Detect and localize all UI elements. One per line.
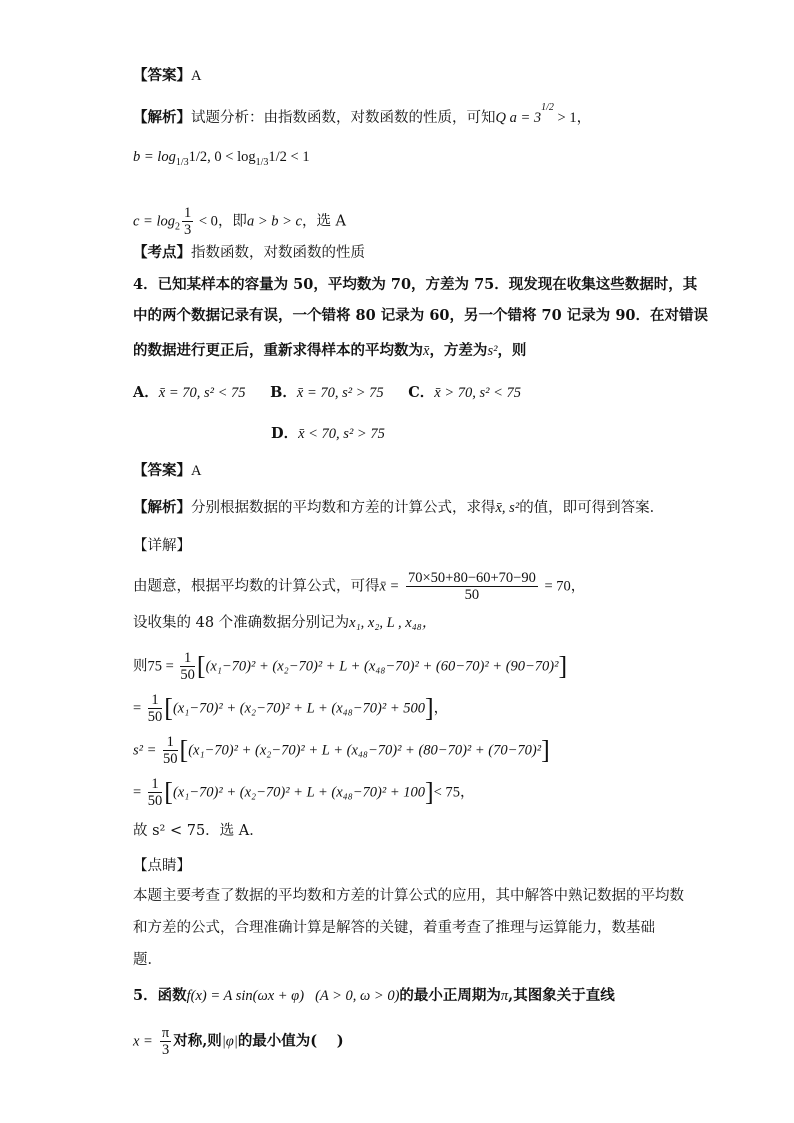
answer-tag: 【答案】 (133, 67, 191, 84)
analysis-text: 试题分析：由指数函数，对数函数的性质，可知 (191, 109, 496, 126)
q3-analysis-line (133, 103, 591, 129)
expr-b-base: 1/3 (175, 156, 189, 168)
expr-c-base: 2 (175, 221, 180, 233)
expr-a: Q a = 3 (495, 109, 542, 126)
expr-b-mid: , 0 < log (207, 149, 256, 165)
comment-line-3: 题． (133, 952, 162, 968)
option-a: x̄ = 70, s² < 75 (158, 385, 246, 401)
expr-a-exponent: 1/2 (541, 102, 554, 113)
option-a-label: A． (133, 384, 159, 401)
option-c: x̄ > 70, s² < 75 (434, 385, 522, 401)
q4-stem-1: 4．已知某样本的容量为 50，平均数为 70，方差为 75．现发现在收集这些数据时，其 (133, 276, 698, 293)
answer-value: A (191, 68, 202, 84)
q4-detail-set: 设收集的 48 个准确数据分别记为x₁, x₂, L , x₄₈， (133, 615, 437, 631)
q4-detail-mean: 由题意，根据平均数的计算公式，可得x̄ = $\frac{70\times 50+80-60+70-90}{50}$ = 70， (133, 570, 586, 603)
q4-conclusion: 故 s² < 75．选 A． (133, 823, 264, 839)
expr-c-frac: $\frac{1}{3}$ (184, 205, 192, 238)
q5-stem-2: x = $\frac{\pi}{3}$ 对称,则|φ|的最小值为( ) (133, 1025, 344, 1058)
q4-detail-eq2: = $\frac{1}{50}$ [(x₁−70)² + (x₂−70)² + L + (x₄₈−70)² + 500]， (133, 692, 449, 725)
option-d: x̄ < 70, s² > 75 (298, 426, 385, 442)
q3-expr-b (133, 146, 310, 174)
answer-value: A (191, 463, 202, 479)
comment-line-1: 本题主要考查了数据的平均数和方差的计算公式的应用，其中解答中熟记数据的平均数 (133, 888, 684, 904)
analysis-tag: 【解析】 (133, 108, 191, 126)
comment-tag: 【点睛】 (133, 858, 191, 874)
q4-analysis-line: 【解析】分别根据数据的平均数和方差的计算公式，求得x̄, s²的值，即可得到答案． (133, 499, 665, 516)
option-b-label: B． (270, 384, 297, 401)
comment-line-2: 和方差的公式，合理准确计算是解答的关键，着重考查了推理与运算能力，数基础 (133, 920, 655, 936)
q5-stem-1: 5．函数f(x) = A sin(ωx + φ) (A > 0, ω > 0)的最小正周期为π,其图象关于直线 (133, 987, 615, 1004)
expr-c-lhs: c = log (133, 213, 175, 230)
point-text: 指数函数，对数函数的性质 (191, 245, 365, 261)
q3-answer-line (133, 65, 201, 87)
answer-tag: 【答案】 (133, 462, 191, 479)
q4-detail-eq4: = $\frac{1}{50}$ [(x₁−70)² + (x₂−70)² + L + (x₄₈−70)² + 100]< 75， (133, 776, 475, 809)
expr-c-order: a > b > c (246, 213, 302, 230)
expr-b-base-2: 1/3 (255, 156, 269, 168)
expr-c-text: ，即 (217, 213, 247, 230)
q4-stem-2: 中的两个数据记录有误，一个错将 80 记录为 60，另一个错将 70 记录为 90．在对错误 (133, 307, 708, 324)
expr-b-arg-2: 1/2 (268, 149, 287, 165)
detail-tag: 【详解】 (133, 538, 191, 554)
q3-point-line (133, 242, 365, 264)
option-d-label: D． (271, 425, 299, 442)
expr-c-tail: < 0 (195, 213, 218, 230)
expr-b-tail: < 1 (286, 149, 310, 165)
expr-b-lhs: b = log (133, 149, 176, 165)
option-b: x̄ = 70, s² > 75 (296, 385, 384, 401)
q4-options-abc (133, 382, 521, 404)
expr-b-arg: 1/2 (188, 149, 208, 165)
q4-stem-3: 的数据进行更正后，重新求得样本的平均数为x̄，方差为s²，则 (133, 342, 527, 359)
option-c-label: C． (408, 384, 435, 401)
point-tag: 【考点】 (133, 244, 191, 261)
mean-fraction: $\frac{70\times 50+80-60+70-90}{50}$ (407, 570, 536, 603)
q4-option-d (271, 423, 385, 445)
analysis-tag: 【解析】 (133, 499, 191, 516)
expr-c-end: ，选 A (301, 213, 347, 230)
q4-detail-eq1: 则75 = $\frac{1}{50}$ [(x₁−70)² + (x₂−70)² + L + (x₄₈−70)² + (60−70)² + (90−70)²] (133, 650, 568, 683)
expr-a-tail: > 1， (553, 109, 592, 126)
q3-expr-c (133, 205, 346, 238)
q4-answer-line (133, 460, 201, 482)
q4-detail-eq3: s² = $\frac{1}{50}$ [(x₁−70)² + (x₂−70)² + L + (x₄₈−70)² + (80−70)² + (70−70)²] (133, 734, 550, 767)
